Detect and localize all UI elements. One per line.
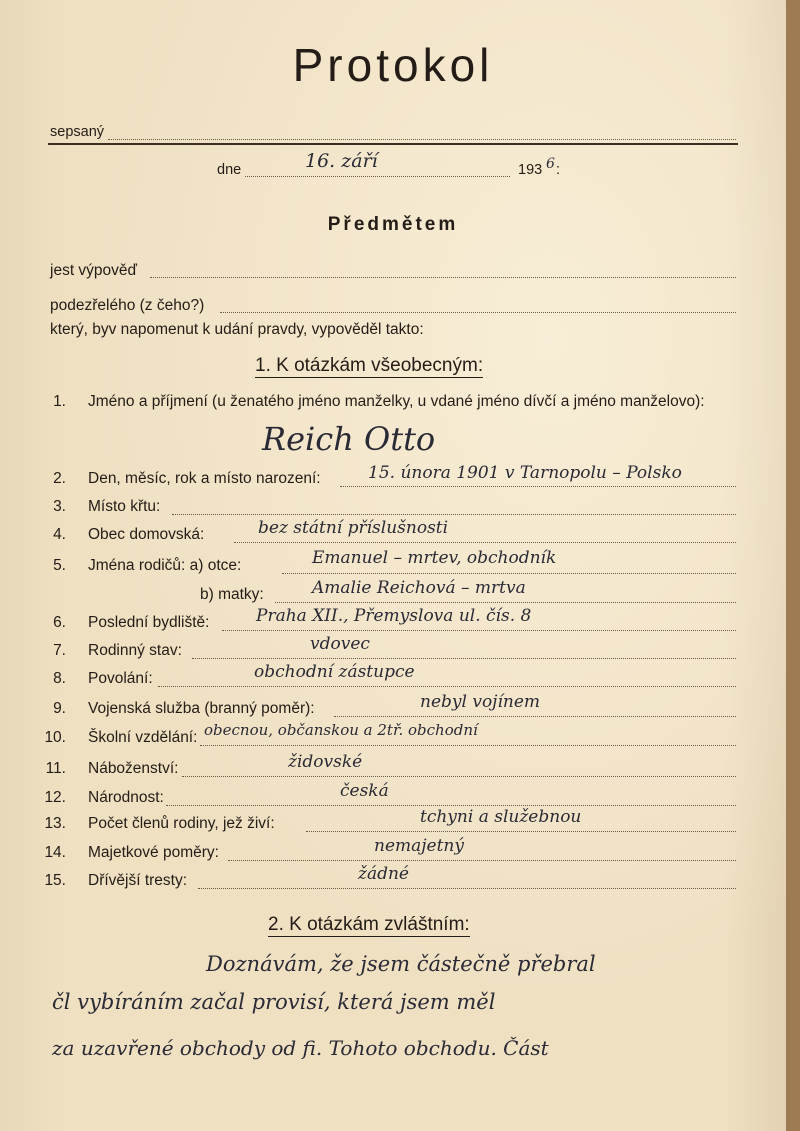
item-number: 12. [44, 789, 66, 806]
item-number: 8. [53, 670, 66, 687]
document-title: Protokol [292, 39, 494, 91]
year-handwritten: 6 [546, 156, 555, 172]
item-label: Školní vzdělání: [88, 729, 198, 746]
item-line [172, 514, 736, 515]
page-edge [786, 0, 800, 1131]
sepsany-line [108, 139, 736, 140]
item-line [228, 860, 736, 861]
item-label: Povolání: [88, 670, 153, 687]
item-value: žádné [358, 864, 409, 884]
item-line [200, 745, 736, 746]
item-label: Náboženství: [88, 760, 179, 777]
item-number: 15. [44, 872, 66, 889]
item-value: obchodní zástupce [254, 662, 415, 682]
statement-line: za uzavřené obchody od fi. Tohoto obchodu. Část [52, 1036, 549, 1060]
year-prefix: 193 [518, 162, 543, 178]
item-label: Dřívější tresty: [88, 872, 188, 889]
napomenut-text: který, byv napomenut k udání pravdy, vypověděl takto: [50, 321, 424, 338]
item-label: Počet členů rodiny, jež živí: [88, 815, 275, 832]
item-label: Den, měsíc, rok a místo narození: [88, 470, 321, 487]
item-line [234, 542, 736, 543]
item-label: Vojenská služba (branný poměr): [88, 700, 315, 717]
item-number: 2. [53, 470, 66, 487]
item-number: 14. [44, 844, 66, 861]
section2-heading [268, 914, 470, 936]
item-value: tchyni a služebnou [420, 807, 582, 827]
dne-line [245, 176, 510, 177]
item-number: 3. [53, 498, 66, 515]
item-label: Obec domovská: [88, 526, 205, 543]
item-number: 6. [53, 614, 66, 631]
section1-heading [255, 355, 483, 377]
statement-line: čl vybíráním začal provisí, která jsem měl [52, 990, 496, 1014]
podezreleho-line [220, 312, 736, 313]
item-value: vdovec [310, 634, 370, 654]
item-label: Poslední bydliště: [88, 614, 210, 631]
item-number: 4. [53, 526, 66, 543]
jest-vypoved-line [150, 277, 736, 278]
item-line [340, 486, 736, 487]
item-value: Amalie Reichová – mrtva [312, 578, 526, 598]
subject-heading: Předmětem [327, 214, 459, 235]
item-value: nebyl vojínem [420, 692, 541, 712]
item-value: židovské [288, 752, 363, 772]
statement-line: Doznávám, že jsem částečně přebral [206, 952, 596, 976]
item-number: 5. [53, 557, 66, 574]
item-label: Jména rodičů: a) otce: [88, 557, 242, 574]
item-label: Národnost: [88, 789, 164, 806]
item-line [166, 805, 736, 806]
item-number: 10. [44, 729, 66, 746]
item-line [222, 630, 736, 631]
item-value: obecnou, občanskou a 2tř. obchodní [204, 721, 478, 739]
item-value: bez státní příslušnosti [258, 518, 449, 538]
item-label: b) matky: [200, 586, 264, 603]
section1-heading-text: 1. K otázkám všeobecným: [255, 355, 484, 376]
dne-label: dne [217, 162, 242, 178]
item-line [192, 658, 736, 659]
item-number: 13. [44, 815, 66, 832]
item-number: 11. [45, 760, 66, 777]
item-line [198, 888, 736, 889]
item-line [158, 686, 736, 687]
item-label: Majetkové poměry: [88, 844, 219, 861]
item-label: Jméno a příjmení (u ženatého jméno manželky, u vdané jméno dívčí a jméno manželovo): [88, 393, 705, 410]
item-line [182, 776, 736, 777]
item-value: Emanuel – mrtev, obchodník [312, 548, 557, 568]
jest-vypoved-label: jest výpověď [50, 262, 138, 279]
header-rule [48, 143, 738, 145]
item-line [306, 831, 736, 832]
item-value: česká [340, 781, 389, 801]
item-value: nemajetný [374, 836, 464, 856]
section2-heading-text: 2. K otázkám zvláštním: [268, 914, 470, 935]
date-handwritten: 16. září [305, 150, 378, 172]
item-line [282, 573, 736, 574]
sepsany-label: sepsaný [50, 124, 105, 140]
item-value: Praha XII., Přemyslova ul. čís. 8 [256, 606, 532, 626]
item-line [275, 602, 736, 603]
item-value: 15. února 1901 v Tarnopolu – Polsko [368, 463, 682, 483]
item-number: 9. [53, 700, 66, 717]
year-suffix: : [556, 162, 561, 178]
podezreleho-label: podezřelého (z čeho?) [50, 297, 205, 314]
item-number: 7. [53, 642, 66, 659]
item-line [334, 716, 736, 717]
item-label: Místo křtu: [88, 498, 161, 515]
item-number: 1. [53, 393, 66, 410]
item-value-name: Reich Otto [262, 420, 436, 458]
item-label: Rodinný stav: [88, 642, 182, 659]
